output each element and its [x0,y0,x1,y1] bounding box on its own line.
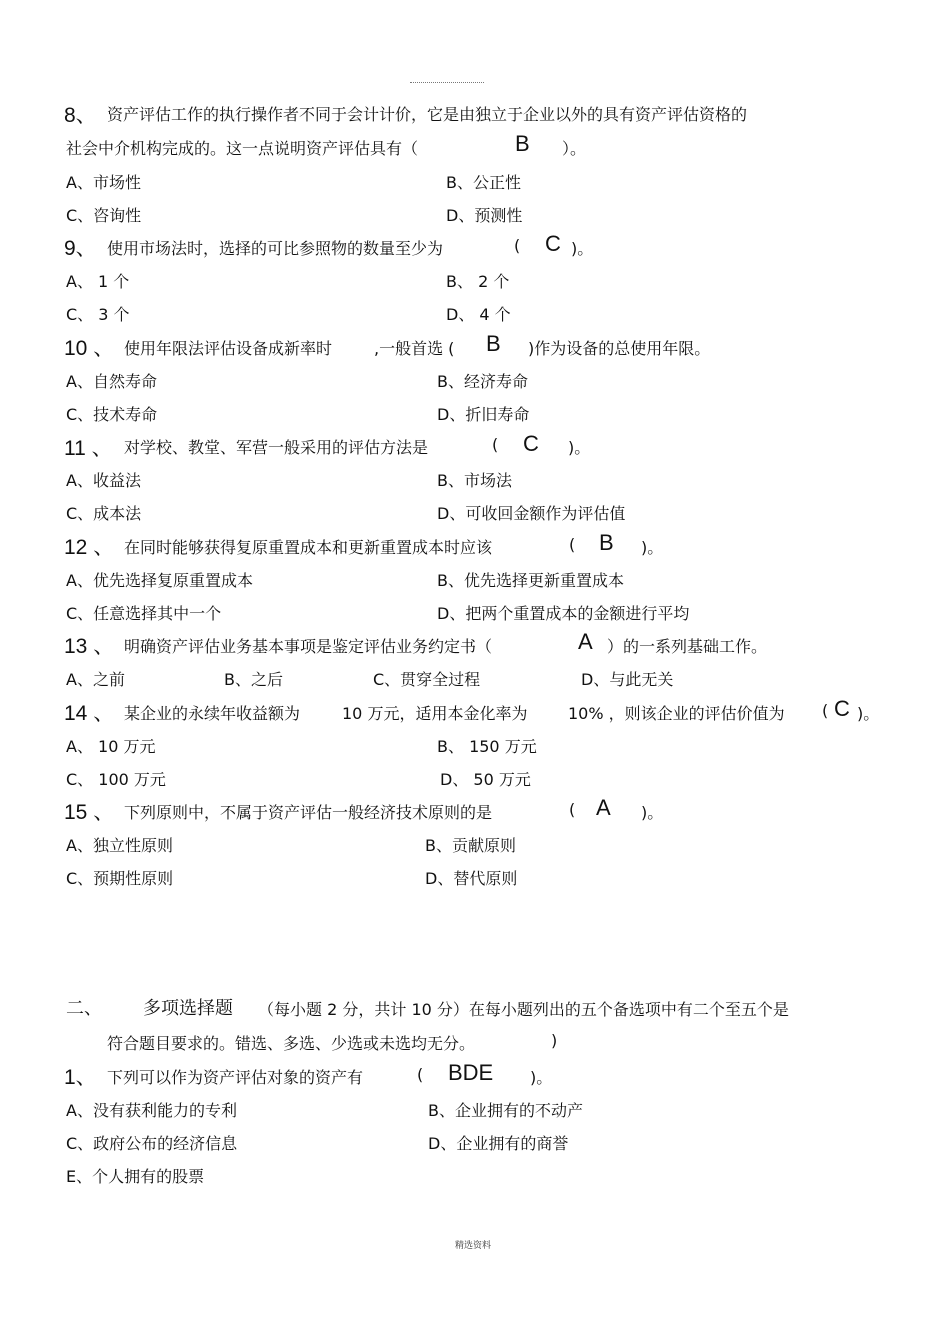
answer-letter: C [834,696,850,721]
question-tail: )。 [641,803,664,822]
question-number: 13 、 [64,635,115,658]
option-a: A、收益法 [66,471,141,490]
answer-letter: C [545,231,561,256]
option-d: D、与此无关 [581,670,674,689]
question-number: 10 、 [64,337,115,360]
question-number: 15 、 [64,801,115,824]
option-b: B、优先选择更新重置成本 [437,571,624,590]
question-text-part2: ,一般首选 ( [374,339,455,358]
option-c: C、技术寿命 [66,405,158,424]
question-open-paren: ( [822,701,829,720]
option-d: D、把两个重置成本的金额进行平均 [437,604,690,623]
question-number: 11 、 [64,437,113,460]
option-c: C、预期性原则 [66,869,174,888]
question-number: 1、 [64,1066,97,1089]
answer-letter: B [486,331,501,356]
option-b: B、市场法 [437,471,512,490]
answer-letter: B [599,530,614,555]
section-description: （每小题 2 分，共计 10 分）在每小题列出的五个备选项中有二个至五个是 [258,1000,789,1019]
question-number: 12 、 [64,536,115,559]
option-c: C、政府公布的经济信息 [66,1134,238,1153]
option-a: A、自然寿命 [66,372,157,391]
option-b: B、企业拥有的不动产 [428,1101,583,1120]
question-tail: )。 [530,1068,553,1087]
option-b: B、之后 [224,670,283,689]
answer-letters: BDE [448,1060,494,1085]
question-text: 下列原则中，不属于资产评估一般经济技术原则的是 [124,803,493,822]
option-d: D、 50 万元 [440,770,531,789]
option-c: C、任意选择其中一个 [66,604,222,623]
option-b: B、 150 万元 [437,737,537,756]
option-c: C、咨询性 [66,206,142,225]
option-a: A、 10 万元 [66,737,156,756]
option-a: A、市场性 [66,173,141,192]
option-c: C、 100 万元 [66,770,166,789]
question-open-paren: ( [569,535,576,554]
option-b: B、 2 个 [446,272,510,291]
option-a: A、之前 [66,670,125,689]
question-text: 明确资产评估业务基本事项是鉴定评估业务约定书（ [124,637,493,656]
option-c: C、 3 个 [66,305,130,324]
question-text-part2: 10 万元，适用本金化率为 [342,704,528,723]
question-text: 使用市场法时，选择的可比参照物的数量至少为 [107,239,444,258]
question-text: 下列可以作为资产评估对象的资产有 [107,1068,364,1087]
question-text: 使用年限法评估设备成新率时 [124,339,333,358]
question-open-paren: ( [417,1065,424,1084]
question-text-part3: 10% ，则该企业的评估价值为 [568,704,785,723]
question-text-line2: 社会中介机构完成的。这一点说明资产评估具有（ [66,139,419,158]
question-tail: ）。 [562,139,587,158]
page-footer: 精选资料 [455,1241,492,1251]
option-d: D、折旧寿命 [437,405,530,424]
question-tail: )。 [571,239,594,258]
answer-letter: B [515,131,530,156]
answer-letter: A [596,795,611,820]
option-c: C、贯穿全过程 [373,670,481,689]
option-d: D、预测性 [446,206,523,225]
answer-letter: C [523,431,539,456]
option-a: A、优先选择复原重置成本 [66,571,253,590]
option-c: C、成本法 [66,504,142,523]
question-tail: )作为设备的总使用年限。 [528,339,711,358]
option-b: B、贡献原则 [425,836,516,855]
option-a: A、 1 个 [66,272,130,291]
question-text: 某企业的永续年收益额为 [124,704,301,723]
section-description-line2: 符合题目要求的。错选、多选、少选或未选均无分。 [107,1034,476,1053]
section-number: 二、 [66,998,102,1019]
option-a: A、独立性原则 [66,836,173,855]
option-b: B、公正性 [446,173,521,192]
question-tail: ）的一系列基础工作。 [607,637,768,656]
question-tail: )。 [641,538,664,557]
option-d: D、企业拥有的商誉 [428,1134,569,1153]
question-open-paren: ( [514,236,521,255]
question-number: 14 、 [64,702,115,725]
question-tail: )。 [568,438,591,457]
question-open-paren: ( [492,435,499,454]
option-d: D、可收回金额作为评估值 [437,504,626,523]
option-d: D、 4 个 [446,305,511,324]
option-d: D、替代原则 [425,869,518,888]
option-e: E、个人拥有的股票 [66,1167,205,1186]
question-open-paren: ( [569,800,576,819]
question-text: 在同时能够获得复原重置成本和更新重置成本时应该 [124,538,493,557]
question-text: 对学校、教堂、军营一般采用的评估方法是 [124,438,429,457]
header-dotted-line [410,82,484,83]
question-number: 9、 [64,237,97,260]
question-tail: )。 [857,704,880,723]
section-title: 多项选择题 [143,998,233,1019]
option-b: B、经济寿命 [437,372,528,391]
option-a: A、没有获利能力的专利 [66,1101,237,1120]
question-text: 资产评估工作的执行操作者不同于会计计价，它是由独立于企业以外的具有资产评估资格的 [107,105,748,124]
section-description-tail: ) [551,1031,558,1050]
answer-letter: A [578,629,593,654]
question-number: 8、 [64,104,97,127]
